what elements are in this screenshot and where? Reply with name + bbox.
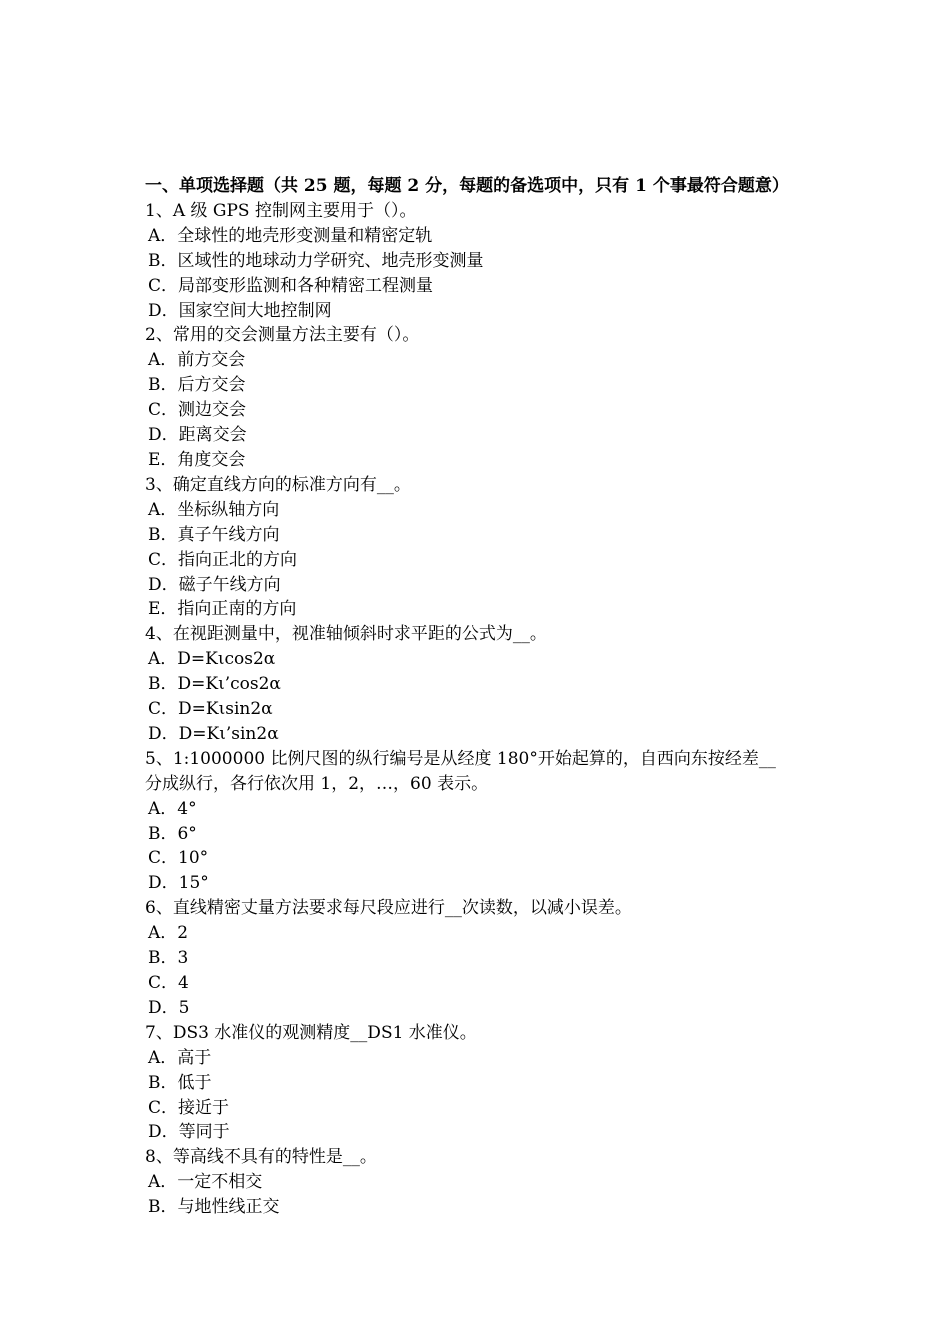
- question-3-option-b: B．真子午线方向: [148, 524, 280, 545]
- question-4-option-c: C．D=Kιsin2α: [148, 699, 273, 720]
- section-title: 一、单项选择题（共 25 题，每题 2 分，每题的备选项中，只有 1 个事最符合题意）: [145, 176, 789, 196]
- question-7-text: 7、DS3 水准仪的观测精度__DS1 水准仪。: [145, 1022, 477, 1043]
- question-1-option-d: D．国家空间大地控制网: [148, 300, 332, 321]
- question-8-option-b: B．与地性线正交: [148, 1197, 280, 1218]
- question-5-option-d: D．15°: [148, 873, 209, 894]
- question-5-option-a: A．4°: [148, 798, 197, 819]
- question-2-option-e: E．角度交会: [148, 449, 246, 470]
- question-4-text: 4、在视距测量中，视准轴倾斜时求平距的公式为__。: [145, 624, 547, 645]
- question-6: [145, 896, 815, 1021]
- question-1-text: 1、A 级 GPS 控制网主要用于（）。: [145, 200, 417, 221]
- question-1-option-c: C．局部变形监测和各种精密工程测量: [148, 275, 434, 296]
- question-5-option-c: C．10°: [148, 848, 209, 869]
- question-3-text: 3、确定直线方向的标准方向有__。: [145, 474, 411, 495]
- question-4-option-d: D．D=Kι’sin2α: [148, 723, 279, 744]
- question-3-option-a: A．坐标纵轴方向: [148, 499, 280, 520]
- question-4: [145, 622, 815, 747]
- question-6-option-a: A．2: [148, 923, 189, 944]
- question-7-option-b: B．低于: [148, 1072, 212, 1093]
- question-6-option-c: C．4: [148, 973, 189, 993]
- question-2-option-b: B．后方交会: [148, 375, 246, 396]
- question-2-option-c: C．测边交会: [148, 400, 247, 421]
- question-1-option-b: B．区域性的地球动力学研究、地壳形变测量: [148, 250, 484, 271]
- question-4-option-b: B．D=Kι’cos2α: [148, 674, 281, 695]
- question-8-text: 8、等高线不具有的特性是__。: [145, 1147, 377, 1168]
- question-3-option-e: E．指向正南的方向: [148, 599, 297, 620]
- question-7-option-d: D．等同于: [148, 1122, 230, 1143]
- question-5-text-line-2: 分成纵行，各行依次用 1，2，…，60 表示。: [145, 773, 489, 794]
- question-8-option-a: A．一定不相交: [148, 1172, 263, 1193]
- question-6-text: 6、直线精密丈量方法要求每尺段应进行__次读数，以减小误差。: [145, 898, 632, 919]
- question-7: [145, 1021, 815, 1146]
- document-content: [145, 174, 815, 1220]
- question-5-text-line-1: 5、1:1000000 比例尺图的纵行编号是从经度 180°开始起算的，自西向东按经差__: [145, 748, 776, 769]
- question-8: [145, 1145, 815, 1220]
- question-4-option-a: A．D=Kιcos2α: [148, 649, 276, 670]
- question-7-option-c: C．接近于: [148, 1097, 230, 1118]
- question-3-option-c: C．指向正北的方向: [148, 549, 298, 570]
- question-2-option-a: A．前方交会: [148, 350, 246, 371]
- question-2-option-d: D．距离交会: [148, 425, 247, 446]
- question-1: [145, 199, 815, 324]
- question-1-option-a: A．全球性的地壳形变测量和精密定轨: [148, 225, 433, 246]
- question-3-option-d: D．磁子午线方向: [148, 574, 281, 595]
- question-7-option-a: A．高于: [148, 1047, 212, 1068]
- question-5-option-b: B．6°: [148, 823, 197, 844]
- question-2-text: 2、常用的交会测量方法主要有（）。: [145, 325, 420, 346]
- question-2: [145, 323, 815, 472]
- question-6-option-d: D．5: [148, 997, 190, 1018]
- question-3: [145, 473, 815, 622]
- question-6-option-b: B．3: [148, 948, 189, 969]
- question-5: [145, 747, 815, 896]
